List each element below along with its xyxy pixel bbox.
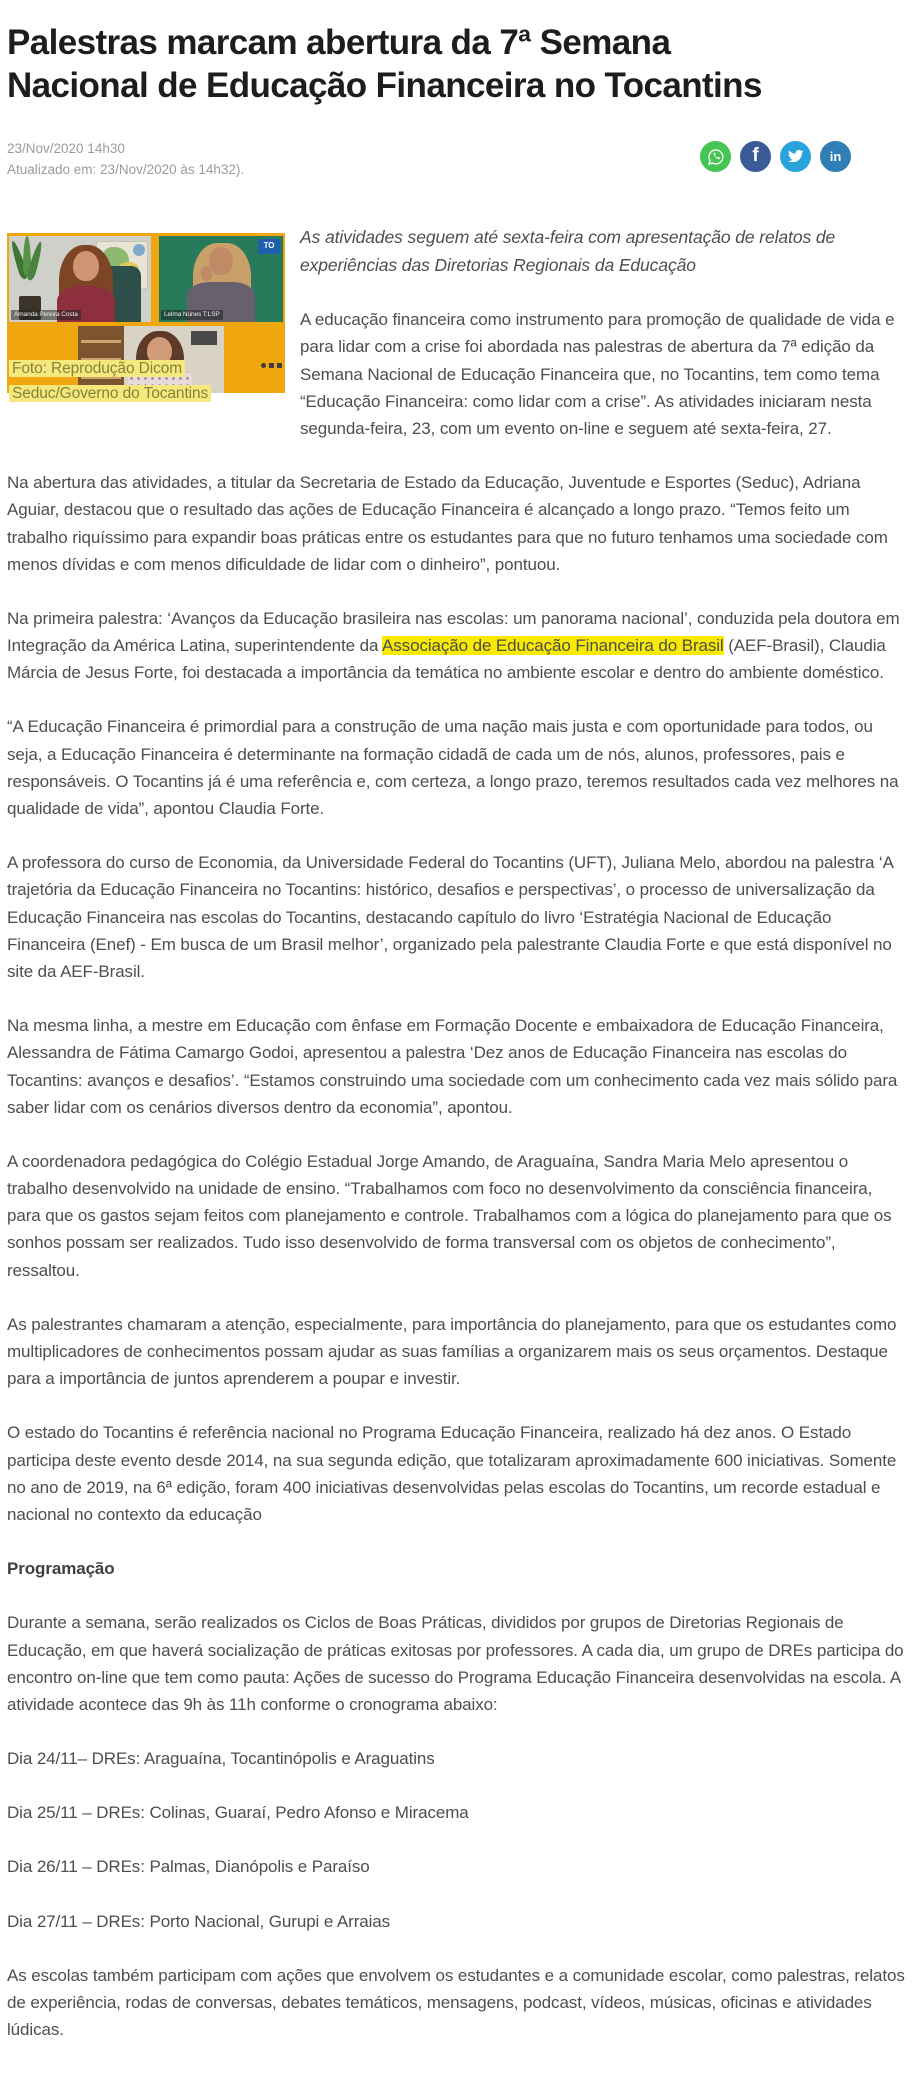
twitter-icon	[787, 148, 804, 165]
facebook-icon: f	[752, 145, 759, 167]
paragraph: Na mesma linha, a mestre em Educação com ênfase em Formação Docente e embaixadora de Educação Financeira, Alessandra de Fátima Camargo Godoi, apresentou a palestra ‘Dez anos de Educação Financeira nas escolas do Tocantins: avanços e desafios’. “Estamos construindo uma sociedade com um conhecimento cada vez mais sólido para saber lidar com os cenários diversos dentro da economia”, apontou.	[7, 1016, 898, 1117]
paragraph: As palestrantes chamaram a atenção, especialmente, para importância do planejamento, para que os estudantes como multiplicadores de conhecimentos possam ajudar as suas famílias a organizarem mais os seus orçamentos. Destaque para a importância de juntos aprenderem a poupar e investir.	[7, 1314, 897, 1389]
paragraph: As escolas também participam com ações que envolvem os estudantes e a comunidade escolar, como palestras, relatos de experiência, rodas de conversas, debates temáticos, mensagens, podcast, vídeos, músicas, oficinas e atividades lúdicas.	[7, 1965, 905, 2040]
paragraph-with-link: Na primeira palestra: ‘Avanços da Educação brasileira nas escolas: um panorama nacional’, conduzida pela doutora em Integração da América Latina, superintendente da Associação de Educação Financeira do Brasil (AEF-Brasil), Claudia Márcia de Jesus Forte, foi destacada a importância da temática no ambiente escolar e dentro do ambiente doméstico.	[7, 608, 900, 683]
paragraph: Na abertura das atividades, a titular da Secretaria de Estado da Educação, Juventude e Esportes (Seduc), Adriana Aguiar, destacou que o resultado das ações de Educação Financeira é alcançado a longo prazo. “Temos feito um trabalho riquíssimo para expandir boas práticas entre os estudantes para que no futuro tenhamos uma sociedade com menos dívidas e com menos dificuldade de lidar com o dinheiro”, pontuou.	[7, 473, 888, 574]
publish-info	[7, 139, 244, 181]
meta-row	[7, 139, 906, 181]
lead-paragraph: As atividades seguem até sexta-feira com apresentação de relatos de experiências das Diretorias Regionais da Educação	[300, 227, 836, 276]
section-heading: Programação	[7, 1559, 115, 1579]
schedule-item: Dia 25/11 – DREs: Colinas, Guaraí, Pedro Afonso e Miracema	[7, 1803, 469, 1823]
updated-date: Atualizado em: 23/Nov/2020 às 14h32).	[7, 162, 245, 178]
schedule-item: Dia 24/11– DREs: Araguaína, Tocantinópolis e Araguatins	[7, 1749, 435, 1769]
participant-name-label: Lelma Núnes T:LSP	[161, 310, 223, 320]
participant-name-label: Amanda Pereira Costa	[11, 310, 81, 320]
paragraph: A coordenadora pedagógica do Colégio Estadual Jorge Amando, de Araguaína, Sandra Maria Melo apresentou o trabalho desenvolvido na unidade de ensino. “Trabalhamos com foco no desenvolvimento da consciência financeira, para que os gastos sejam feitos com planejamento e controle. Trabalhamos com a lógica do planejamento para que os sonhos possam ser realizados. Tudo isso desenvolvido de forma transversal com os objetos de conhecimento”, ressaltou.	[7, 1151, 892, 1280]
to-logo: TO	[258, 239, 280, 254]
whatsapp-icon	[707, 148, 725, 166]
interpreter-face	[209, 247, 233, 275]
share-whatsapp-button[interactable]	[700, 141, 731, 172]
share-facebook-button[interactable]	[740, 141, 771, 172]
share-twitter-button[interactable]	[780, 141, 811, 172]
publish-date: 23/Nov/2020 14h30	[7, 141, 125, 157]
paragraph: A educação financeira como instrumento para promoção de qualidade de vida e para lidar com a crise foi abordada nas palestras de abertura da 7ª edição da Semana Nacional de Educação Financeira que, no Tocantins, tem como tema “Educação Financeira: como lidar com a crise”. As atividades iniciaram nesta segunda-feira, 23, com um evento on-line e seguem até sexta-feira, 27.	[300, 310, 895, 438]
video-panel-top-right	[159, 236, 283, 322]
share-linkedin-button[interactable]	[820, 141, 851, 172]
schedule-item: Dia 27/11 – DREs: Porto Nacional, Gurupi e Arraias	[7, 1911, 391, 1931]
schedule-item: Dia 26/11 – DREs: Palmas, Dianópolis e Paraíso	[7, 1857, 370, 1877]
aef-brasil-link[interactable]: Associação de Educação Financeira do Brasil	[382, 636, 724, 656]
article-body	[7, 223, 906, 2043]
page-title: Palestras marcam abertura da 7ª Semana Nacional de Educação Financeira no Tocantins	[7, 23, 762, 105]
wall-frame	[191, 331, 217, 345]
speaker-face	[73, 251, 99, 281]
paragraph: “A Educação Financeira é primordial para a construção de uma nação mais justa e com oportunidade para todos, ou seja, a Educação Financeira é determinante na formação cidadã de cada um de nós, alunos, professores, pais e responsáveis. O Tocantins já é uma referência e, com certeza, a longo prazo, teremos resultados cada vez melhores na qualidade de vida”, apontou Claudia Forte.	[7, 717, 899, 819]
article-photo	[7, 225, 285, 409]
paragraph: O estado do Tocantins é referência nacional no Programa Educação Financeira, realizado há dez anos. O Estado participa deste evento desde 2014, na sua segunda edição, que totalizaram aproximadamente 600 iniciativas. Somente no ano de 2019, na 6ª edição, foram 400 iniciativas desenvolvidas pelas escolas do Tocantins, um recorde estadual e nacional no contexto da educação	[7, 1423, 897, 1524]
paragraph: Durante a semana, serão realizados os Ciclos de Boas Práticas, divididos por grupos de Diretorias Regionais de Educação, em que haverá socialização de práticas exitosas por professores. A cada dia, um grupo de DREs participa do encontro on-line que tem como pauta: Ações de sucesso do Programa Educação Financeira desenvolvidas na escola. A atividade acontece das 9h às 11h conforme o cronograma abaixo:	[7, 1613, 904, 1714]
paragraph: A professora do curso de Economia, da Universidade Federal do Tocantins (UFT), Juliana Melo, abordou na palestra ‘A trajetória da Educação Financeira no Tocantins: histórico, desafios e perspectivas’, o processo de universalização da Educação Financeira nas escolas do Tocantins, destacando capítulo do livro ‘Estratégia Nacional de Educação Financeira (Enef) - Em busca de um Brasil melhor’, organizado pela palestrante Claudia Forte e que está disponível no site da AEF-Brasil.	[7, 853, 893, 981]
video-panel-top-left	[9, 236, 151, 322]
photo-caption: Foto: Reprodução Dicom Seduc/Governo do Tocantins	[9, 356, 283, 406]
linkedin-icon: in	[829, 149, 842, 165]
share-buttons	[700, 141, 851, 172]
